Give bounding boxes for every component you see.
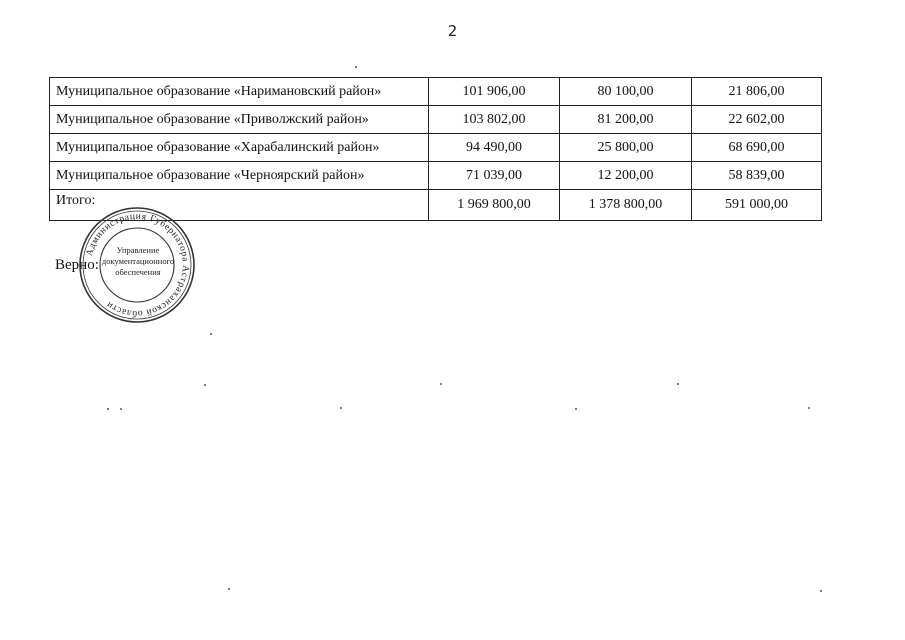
- amount-part1-cell: 80 100,00: [560, 78, 692, 106]
- table-row: [50, 78, 822, 106]
- amount-part1-cell: 81 200,00: [560, 106, 692, 134]
- amount-total-cell: 94 490,00: [429, 134, 560, 162]
- total-amount-cell: 1 969 800,00: [429, 190, 560, 221]
- table-row: [50, 134, 822, 162]
- amount-part2-cell: 68 690,00: [692, 134, 822, 162]
- seal-ring-text: Администрация Губернатора Астраханской области: [84, 211, 191, 319]
- scan-speck: [820, 590, 822, 592]
- amount-part1-cell: 12 200,00: [560, 162, 692, 190]
- amount-part2-cell: 22 602,00: [692, 106, 822, 134]
- scan-speck: [677, 383, 679, 385]
- table-row: [50, 162, 822, 190]
- total-part1-cell: 1 378 800,00: [560, 190, 692, 221]
- allocation-table: [49, 77, 822, 221]
- municipality-name: Муниципальное образование «Наримановский район»: [50, 78, 429, 106]
- municipality-name: Муниципальное образование «Приволжский район»: [50, 106, 429, 134]
- scan-speck: [204, 384, 206, 386]
- amount-total-cell: 101 906,00: [429, 78, 560, 106]
- scan-speck: [120, 408, 122, 410]
- amount-part1-cell: 25 800,00: [560, 134, 692, 162]
- total-part2-cell: 591 000,00: [692, 190, 822, 221]
- seal-center-line1: Управление: [116, 245, 160, 255]
- municipality-name: Муниципальное образование «Черноярский район»: [50, 162, 429, 190]
- official-seal: [72, 206, 202, 324]
- seal-center-line3: обеспечения: [115, 267, 161, 277]
- total-label: Итого:: [50, 190, 429, 221]
- scan-speck: [440, 383, 442, 385]
- scan-speck: [340, 407, 342, 409]
- scan-speck: [808, 407, 810, 409]
- scan-speck: [575, 408, 577, 410]
- scan-speck: [210, 333, 212, 335]
- amount-part2-cell: 58 839,00: [692, 162, 822, 190]
- municipality-name: Муниципальное образование «Харабалинский район»: [50, 134, 429, 162]
- table-row: [50, 106, 822, 134]
- scan-speck: [228, 588, 230, 590]
- amount-total-cell: 103 802,00: [429, 106, 560, 134]
- page-number: 2: [447, 22, 458, 40]
- amount-total-cell: 71 039,00: [429, 162, 560, 190]
- certification-label: Верно:: [55, 257, 99, 273]
- scan-speck: [107, 408, 109, 410]
- seal-center-line2: документационного: [101, 256, 175, 266]
- amount-part2-cell: 21 806,00: [692, 78, 822, 106]
- scan-speck: [355, 66, 357, 68]
